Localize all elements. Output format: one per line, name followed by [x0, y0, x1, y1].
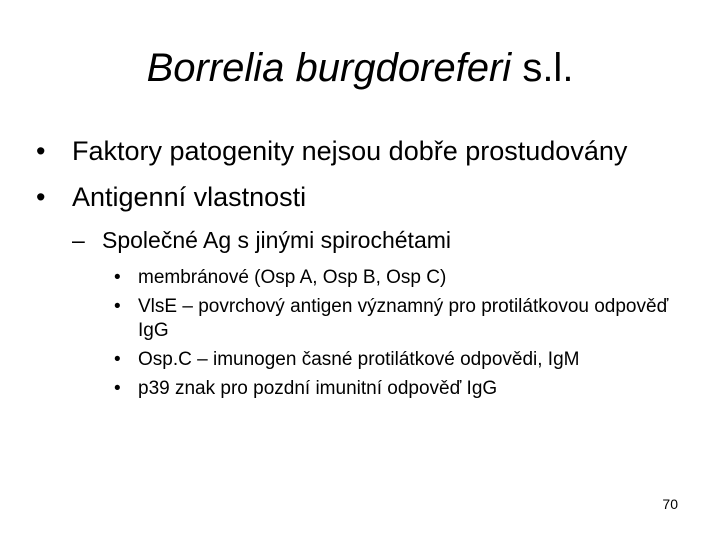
sub-sub-bullet-item — [114, 266, 696, 290]
bullet-text: Faktory patogenity nejsou dobře prostudovány — [72, 136, 628, 166]
bullet-text: Antigenní vlastnosti — [72, 182, 307, 212]
sub-sub-bullet-list — [114, 266, 696, 401]
bullet-dot: • — [114, 296, 121, 317]
sub-sub-bullet-text: p39 znak pro pozdní imunitní odpověď IgG — [138, 378, 498, 399]
bullet-dot: • — [114, 378, 121, 399]
sub-bullet-text: Společné Ag s jinými spirochétami — [102, 227, 451, 253]
slide-title — [0, 44, 720, 92]
sub-sub-bullet-text: membránové (Osp A, Osp B, Osp C) — [138, 267, 447, 288]
bullet-dot: • — [114, 267, 121, 288]
slide-content — [36, 134, 696, 406]
sub-bullet-item — [72, 226, 696, 254]
title-italic: Borrelia burgdoreferi — [146, 46, 512, 90]
dash-marker: – — [72, 227, 85, 253]
bullet-item — [36, 134, 696, 168]
sub-sub-bullet-item — [114, 295, 696, 343]
bullet-dot: • — [36, 136, 46, 166]
sub-sub-bullet-item — [114, 348, 696, 372]
sub-sub-bullet-text: VlsE – povrchový antigen významný pro protilátkovou odpověď IgG — [138, 296, 669, 341]
bullet-item — [36, 180, 696, 214]
page-number: 70 — [662, 496, 678, 512]
bullet-dot: • — [114, 349, 121, 370]
sub-sub-bullet-text: Osp.C – imunogen časné protilátkové odpovědi, IgM — [138, 349, 580, 370]
title-suffix: s.l. — [511, 46, 574, 90]
sub-sub-bullet-item — [114, 377, 696, 401]
bullet-dot: • — [36, 182, 46, 212]
